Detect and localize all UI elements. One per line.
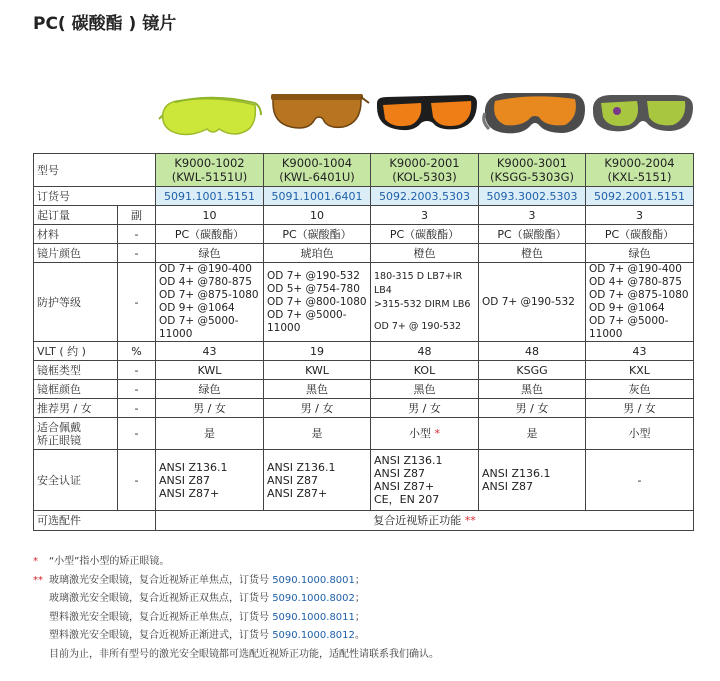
row-protection [34,263,694,342]
label-frame-type: 镜框类型 [34,361,118,380]
goggles-orange-lens-sealed-image [481,85,588,147]
footnote: * “小型”指小型的矫正眼镜。 [33,556,170,567]
frame-color-cell: 绿色 [156,380,264,399]
lens-color-cell: 橙色 [371,244,479,263]
label-frame-color: 镜框颜色 [34,380,118,399]
product-images [155,85,690,147]
moq-cell: 10 [156,206,264,225]
row-accessory [34,511,694,531]
order-number-cell: 5093.3002.5303 [479,187,586,206]
frame-color-cell: 灰色 [586,380,694,399]
gender-cell: 男 / 女 [371,399,479,418]
unit-cell: - [118,225,156,244]
label-material: 材料 [34,225,118,244]
protection-cell: OD 7+ @190-532 OD 5+ @754-780 OD 7+ @800-1080 OD 7+ @5000-11000 [264,263,371,342]
model-cell: K9000-2001 (KOL-5303) [371,154,479,187]
frame-type-cell: KWL [264,361,371,380]
protection-cell: OD 7+ @190-400 OD 4+ @780-875 OD 7+ @875-1080 OD 9+ @1064 OD 7+ @5000-11000 [586,263,694,342]
lens-color-cell: 绿色 [156,244,264,263]
rx-fit-cell: 是 [479,418,586,450]
row-order-number [34,187,694,206]
frame-type-cell: KWL [156,361,264,380]
certification-cell: - [586,450,694,511]
protection-cell: 180-315 D LB7+IR LB4 >315-532 DIRM LB6 OD 7+ @ 190-532 [371,263,479,342]
goggles-green-lens-gray-frame-image [589,85,696,147]
row-rx-fit [34,418,694,450]
frame-type-cell: KXL [586,361,694,380]
model-cell: K9000-1004 (KWL-6401U) [264,154,371,187]
vlt-cell: 48 [371,342,479,361]
rx-fit-cell: 小型 [586,418,694,450]
footnote: ** 玻璃激光安全眼镜，复合近视矫正单焦点，订货号 5090.1000.8001； [33,574,365,586]
frame-type-cell: KOL [371,361,479,380]
unit-cell: 副 [118,206,156,225]
page-title: PC( 碳酸酯 ) 镜片 [33,14,177,34]
footnotes [33,553,439,665]
vlt-cell: 19 [264,342,371,361]
vlt-cell: 43 [586,342,694,361]
lens-color-cell: 绿色 [586,244,694,263]
gender-cell: 男 / 女 [586,399,694,418]
goggles-green-lens-image [157,85,264,147]
unit-cell: - [118,399,156,418]
frame-type-cell: KSGG [479,361,586,380]
model-cell: K9000-1002 (KWL-5151U) [156,154,264,187]
accessory-cell: 复合近视矫正功能 ** [156,511,694,531]
row-moq [34,206,694,225]
model-cell: K9000-3001 (KSGG-5303G) [479,154,586,187]
label-lens-color: 镜片颜色 [34,244,118,263]
lens-color-cell: 琥珀色 [264,244,371,263]
material-cell: PC（碳酸酯） [264,225,371,244]
gender-cell: 男 / 女 [479,399,586,418]
footnote: 塑料激光安全眼镜，复合近视矫正渐进式，订货号 5090.1000.8012。 [49,630,365,642]
moq-cell: 3 [479,206,586,225]
label-accessory: 可选配件 [34,511,156,531]
row-frame-type [34,361,694,380]
lens-color-cell: 橙色 [479,244,586,263]
protection-cell: OD 7+ @190-400 OD 4+ @780-875 OD 7+ @875-1080 OD 9+ @1064 OD 7+ @5000-11000 [156,263,264,342]
unit-cell: - [118,380,156,399]
label-model: 型号 [34,154,156,187]
vlt-cell: 43 [156,342,264,361]
footnote: 塑料激光安全眼镜，复合近视矫正单焦点，订货号 5090.1000.8011； [49,611,365,623]
row-material [34,225,694,244]
unit-cell: - [118,263,156,342]
row-certification [34,450,694,511]
order-number-cell: 5091.1001.5151 [156,187,264,206]
material-cell: PC（碳酸酯） [479,225,586,244]
gender-cell: 男 / 女 [156,399,264,418]
label-protection: 防护等级 [34,263,118,342]
label-order-number: 订货号 [34,187,156,206]
label-gender: 推荐男 / 女 [34,399,118,418]
unit-cell: - [118,244,156,263]
material-cell: PC（碳酸酯） [586,225,694,244]
frame-color-cell: 黑色 [264,380,371,399]
order-number-cell: 5092.2001.5151 [586,187,694,206]
gender-cell: 男 / 女 [264,399,371,418]
spec-table [33,153,694,531]
rx-fit-cell: 是 [156,418,264,450]
row-gender [34,399,694,418]
row-model [34,154,694,187]
certification-cell: ANSI Z136.1 ANSI Z87 ANSI Z87+ CE，EN 207 [371,450,479,511]
unit-cell: - [118,361,156,380]
protection-cell: OD 7+ @190-532 [479,263,586,342]
rx-fit-cell: 是 [264,418,371,450]
certification-cell: ANSI Z136.1 ANSI Z87 [479,450,586,511]
moq-cell: 3 [371,206,479,225]
vlt-cell: 48 [479,342,586,361]
frame-color-cell: 黑色 [479,380,586,399]
unit-cell: - [118,450,156,511]
moq-cell: 3 [586,206,694,225]
label-vlt: VLT ( 约 ) [34,342,118,361]
row-frame-color [34,380,694,399]
moq-cell: 10 [264,206,371,225]
footnote: 玻璃激光安全眼镜，复合近视矫正双焦点，订货号 5090.1000.8002； [49,593,365,605]
goggles-amber-lens-image [265,85,372,147]
label-rx-fit: 适合佩戴 矫正眼镜 [34,418,118,450]
row-lens-color [34,244,694,263]
unit-cell: - [118,418,156,450]
label-moq: 起订量 [34,206,118,225]
order-number-cell: 5092.2003.5303 [371,187,479,206]
frame-color-cell: 黑色 [371,380,479,399]
unit-cell: % [118,342,156,361]
order-number-cell: 5091.1001.6401 [264,187,371,206]
model-cell: K9000-2004 (KXL-5151) [586,154,694,187]
certification-cell: ANSI Z136.1 ANSI Z87 ANSI Z87+ [156,450,264,511]
goggles-orange-lens-black-frame-image [373,85,480,147]
footnote: 目前为止，非所有型号的激光安全眼镜都可选配近视矫正功能，适配性请联系我们确认。 [49,648,439,660]
label-certification: 安全认证 [34,450,118,511]
rx-fit-cell: 小型 * [371,418,479,450]
row-vlt [34,342,694,361]
material-cell: PC（碳酸酯） [371,225,479,244]
certification-cell: ANSI Z136.1 ANSI Z87 ANSI Z87+ [264,450,371,511]
material-cell: PC（碳酸酯） [156,225,264,244]
